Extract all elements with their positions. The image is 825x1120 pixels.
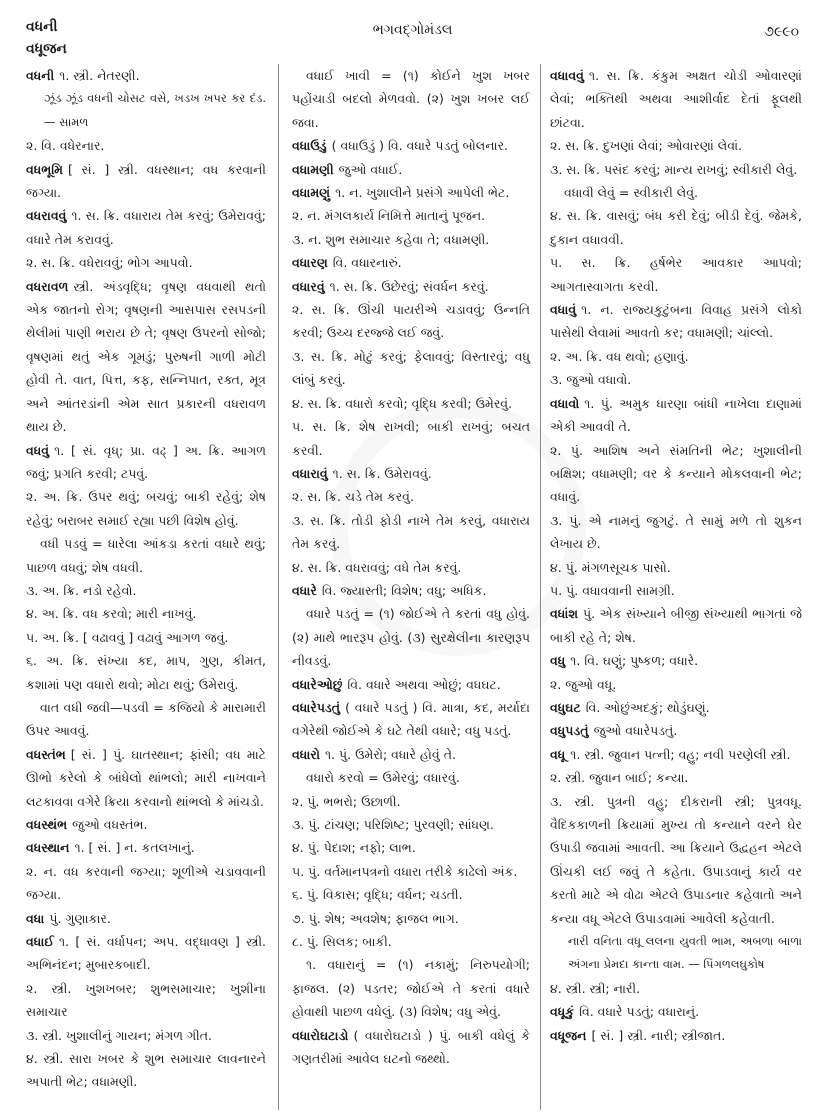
entry-sense: [292, 836, 530, 859]
definition-text: [ સં. ] સ્ત્રી. નારી; સ્ત્રીજાત.: [591, 1027, 726, 1043]
entry-sense: [26, 1047, 266, 1094]
definition-text: ( વધારે પડતું ) વિ. માત્રા, કદ, મર્યાદા વગેરેથી જોઈએ કે ઘટે તેથી વધારે; વધુ પડતું.: [292, 699, 530, 739]
definition-text: ૧. [ સં. ] ન. કતલખાનું.: [74, 840, 195, 856]
definition-text: વધાઈ ખાવી = (૧) કોઈને ખુશ ખબર પહોંચાડી બદલો મેળવવો. (૨) ખુશ ખબર લઈ જવા.: [292, 68, 530, 130]
column-1: [26, 64, 266, 1094]
definition-text: ૮. પું. સિલક; બાકી.: [292, 934, 392, 950]
definition-text: ૨. અ. ક્રિ. વધ થવો; હણાવું.: [550, 348, 689, 364]
guide-word-last: વધૂજન: [26, 41, 67, 57]
definition-text: ૩. સ્ત્રી. પુત્રની વહુ; દીકરાની સ્ત્રી; પુત્રવધૂ. વૈદિકકાળની ક્રિયામાં મુખ્ય તો કન્યાને વરને ઘેર ઉપાડી જવામાં આવતી. આ ક્રિયાને ઉદ્વહન એટલે ઊંચકી લઈ જવું તે કહેતા. ઉપાડવાનું કાર્ય વર કરતો માટે એ વોઢા એટલે ઉપાડનાર કહેવાતો અને કન્યા વધૂ એટલે ઉપાડવામાં આવેલી કહેવાતી.: [550, 793, 802, 926]
dictionary-entry: [26, 439, 266, 486]
definition-text: વધારો કરવો = ઉમેરવું; વધારવું.: [306, 770, 460, 786]
definition-text: ૨. ન. વધ કરવાની જગ્યા; શૂળીએ ચડાવવાની જગ્યા.: [26, 863, 266, 903]
definition-text: ૩. ન. શુભ સમાચાર કહેવા તે; વધામણી.: [292, 231, 490, 247]
dictionary-entry: [292, 673, 530, 696]
headword: વધરાવળ: [26, 278, 69, 294]
headword: વધસ્થાન: [26, 840, 70, 856]
definition-text: ૧. સ્ત્રી. જુવાન પત્ની; વહુ; નવી પરણેલી સ્ત્રી.: [570, 746, 791, 762]
definition-text: ૩. સ. ક્રિ. પસંદ કરવું; માન્ય રાખવું; સ્વીકારી લેવું.: [550, 161, 798, 177]
dictionary-entry: [26, 813, 266, 836]
dictionary-entry: [26, 743, 266, 813]
dictionary-entry: [26, 158, 266, 205]
definition-text: ૨. જુઓ વધૂ.: [550, 676, 617, 692]
definition-text: ૪. અ. ક્રિ. વધ કરવો; મારી નાખવું.: [26, 606, 197, 622]
dictionary-entry: [550, 298, 802, 345]
entry-sense: [26, 251, 266, 274]
definition-text: ૪. સ્ત્રી. સ્ત્રી; નારી.: [550, 980, 640, 996]
dictionary-entry: [550, 392, 802, 439]
definition-text: ૩. સ. ક્રિ. તોડી ફોડી નાખે તેમ કરવું, વધારાય તેમ કરવું.: [292, 512, 530, 552]
entry-sense: [292, 392, 530, 415]
definition-text: ૫. સ. ક્રિ. શેષ રાખવી; બાકી રાખવું; બચત કરવી.: [292, 419, 530, 458]
column-divider: [278, 64, 279, 1110]
definition-text: ૧. સ. ક્રિ. ઉછેરવું; સંવર્ધન કરવું.: [329, 278, 489, 294]
definition-text: ૨. સ. ક્રિ. દુખણાં લેવાં; ઓવારણાં લેવાં.: [550, 138, 743, 154]
definition-text: ૫. પું. વર્તમાનપત્રનો વધારા તરીકે કાઢેલો અંક.: [292, 863, 518, 879]
dictionary-entry: [26, 64, 266, 87]
definition-text: ૨. પું. આશિષ અને સંમતિની ભેટ; ખુશાલીની બક્ષિશ; વધામણી; વર કે કન્યાને મોકલવાની ભેટ; વધાવું.: [550, 442, 802, 505]
definition-text: વિ. વધારે અથવા ઓછું; વધઘટ.: [347, 676, 501, 692]
headword: વધારવું: [292, 278, 325, 294]
definition-text: ૧. ન. ખુશાલીને પ્રસંગે આપેલી ભેટ.: [335, 185, 510, 201]
entry-sense: [292, 345, 530, 392]
headword: વધારોઘટાડો: [292, 1027, 349, 1043]
guide-word-first: વધની: [26, 19, 58, 35]
entry-sense: [550, 790, 802, 930]
entry-sense: [292, 953, 530, 1023]
entry-sense: [292, 766, 530, 789]
definition-text: ( વધારોઘટાડો ) પું. બાકી વધેલું કે ગણતરીમાં આવેલ ઘટનો જથ્થો.: [292, 1027, 530, 1067]
dictionary-entry: [26, 907, 266, 930]
dictionary-entry: [292, 696, 530, 743]
definition-text: ૩. જુઓ વધાવો.: [550, 372, 632, 388]
headword: વધારો: [292, 746, 320, 762]
definition-text: જુઓ વધસ્તંભ.: [72, 817, 148, 832]
entry-sense: [550, 134, 802, 157]
page-number: ૭૯૯૦: [764, 24, 799, 40]
definition-text: પું. ગુણાકાર.: [49, 910, 111, 926]
definition-text: ૪. સ. ક્રિ. વધરાવવું; વધે તેમ કરવું.: [292, 559, 462, 575]
entry-sense: [550, 556, 802, 579]
definition-text: ૪. પું. પેદાશ; નફો; લાભ.: [292, 840, 416, 856]
definition-text: ૧. સ. ક્રિ. ઉમેરાવવું.: [332, 465, 432, 481]
entry-sense: [292, 228, 530, 251]
definition-text: ૨. સ્ત્રી. જુવાન બાઈ; કન્યા.: [550, 770, 689, 786]
dictionary-entry: [26, 275, 266, 439]
headword: વધાવો: [550, 395, 580, 411]
dictionary-entry: [292, 251, 530, 274]
dictionary-entry: [26, 836, 266, 859]
entry-sense: [292, 415, 530, 462]
headword: વધૂજન: [550, 1027, 587, 1043]
headword: વધાંશ: [550, 606, 578, 622]
headword: વધુઘટ: [550, 699, 581, 715]
definition-text: ૧. સ. ક્રિ. વધારાય તેમ કરવું; ઉમેરાવવું; વધારે તેમ કરાવવું.: [26, 208, 266, 247]
headword: વધા: [26, 910, 45, 926]
dictionary-entry: [292, 181, 530, 204]
definition-text: વિ. ઓછુંઅદકું; થોડુંઘણું.: [585, 699, 710, 715]
definition-text: નારી વનિતા વધૂ લલના યુવતી ભામ, અબળા બાળા અંગના પ્રેમદા કાન્તા વામ. — પિંગળલઘુકોષ: [568, 934, 802, 972]
entry-sense: [550, 204, 802, 251]
definition-text: વધારે પડતું = (૧) જોઈએ તે કરતાં વધુ હોવું. (૨) માથે ભારરૂપ હોવું. (૩) સુરક્ષેલીના કારણરૂપ નીવડવું.: [292, 606, 530, 669]
entry-sense: [550, 181, 802, 204]
definition-text: વિ. વધારનારું.: [332, 255, 402, 271]
dictionary-entry: [550, 602, 802, 649]
dictionary-entry: [26, 930, 266, 977]
entry-sense: [292, 930, 530, 953]
definition-text: ૫. પું. વધાવવાની સામગ્રી.: [550, 582, 675, 598]
definition-text: ૨. સ. ક્રિ. ઊંચી પાયરીએ ચડાવવું; ઉન્નતિ કરવી; ઉચ્ચ દરજ્જે લઈ જવું.: [292, 302, 530, 341]
definition-text: ૩. સ્ત્રી. ખુશાલીનું ગાયન; મંગળ ગીત.: [26, 1027, 212, 1043]
headword: વધારે: [292, 582, 317, 598]
entry-sense: [550, 766, 802, 789]
entry-sense: [292, 860, 530, 883]
definition-text: ૨. સ. ક્રિ. વધેરાવવું; ભોગ આપવો.: [26, 255, 193, 271]
definition-text: વધાવી લેવું = સ્વીકારી લેવું.: [564, 185, 699, 201]
entry-sense: [26, 696, 266, 743]
entry-sense: [550, 158, 802, 181]
entry-sense: [292, 790, 530, 813]
headword: વધની: [26, 68, 55, 83]
definition-text: જુઓ વધાઈ.: [338, 161, 403, 177]
entry-sense: [550, 345, 802, 368]
definition-text: ૩. પું. એ નામનું જુગટું. તે સામું મળે તો શુકન લેખાય છે.: [550, 512, 802, 552]
entry-sense: [292, 602, 530, 672]
entry-sense: [292, 907, 530, 930]
dictionary-entry: [292, 275, 530, 298]
entry-sense: [292, 204, 530, 227]
entry-sense: [26, 1024, 266, 1047]
definition-text: ૪. સ. ક્રિ. વાસવું; બંધ કરી દેવું; બીડી દેવું. જેમકે, દુકાન વધાવવી.: [550, 208, 802, 247]
definition-text: ૧. પું. ઉમેરો; વધારે હોવું તે.: [324, 746, 456, 762]
dictionary-entry: [292, 462, 530, 485]
entry-sense: [26, 602, 266, 625]
definition-text: ૫. સ. ક્રિ. હર્ષભેર આવકાર આપવો; આગતાસ્વાગતા કરવી.: [550, 255, 802, 294]
definition-text: ૫. અ. ક્રિ. [ વઢાવવું ] વઢાવું આગળ જવું.: [26, 629, 229, 645]
definition-text: વાત વધી જવી—પડવી = કજિયો કે મારામારી ઉપર આવવું.: [26, 699, 266, 739]
entry-sense: [292, 813, 530, 836]
definition-text: ૧. [ સં. વર્ધાપન; અપ. વદ્ધાવણ ] સ્ત્રી. અભિનંદન; મુબારકબાદી.: [26, 934, 266, 973]
headword: વધાઈ: [26, 934, 55, 950]
entry-sense: [292, 509, 530, 556]
entry-sense: [26, 532, 266, 579]
definition-text: ૧. પું. અમુક ધારણા બાંધી નાખેલા દાણામાં એકી આવવી તે.: [550, 395, 802, 435]
definition-text: ૩. અ. ક્રિ. નડો રહેવો.: [26, 582, 137, 598]
definition-text: ( વધાઉડું ) વિ. વધારે પડતું બોલનાર.: [331, 138, 509, 154]
entry-sense: [292, 64, 530, 134]
dictionary-entry: [550, 743, 802, 766]
entry-sense: [26, 649, 266, 696]
headword: વધરાવવું: [26, 208, 67, 224]
entry-sense: [550, 977, 802, 1000]
definition-text: ૨. સ. ક્રિ. ચડે તેમ કરવું.: [292, 489, 414, 505]
dictionary-entry: [26, 204, 266, 251]
headword: વધુપડતું: [550, 723, 589, 739]
definition-text: ૨. અ. ક્રિ. ઉપર થવું; બચવું; બાકી રહેવું; શેષ રહેવું; બરાબર સમાઈ રહ્યા પછી વિશેષ હોવું.: [26, 489, 266, 528]
headword: વધભૂમિ: [26, 161, 63, 177]
headword: વધુ: [550, 653, 566, 669]
definition-text: ૩. સ. ક્રિ. મોટું કરવું; ફેલાવવું; વિસ્તારવું; વધુ લાંબું કરવું.: [292, 348, 530, 388]
definition-text: ૬. પું. વિકાસ; વૃદ્ધિ; વર્ધન; ચડતી.: [292, 887, 463, 903]
entry-sense: [550, 368, 802, 391]
dictionary-entry: [550, 719, 802, 742]
entry-sense: [292, 298, 530, 345]
dictionary-entry: [292, 1024, 530, 1071]
dictionary-entry: [550, 696, 802, 719]
headword: વધાવું: [550, 302, 577, 318]
entry-sense: [26, 860, 266, 907]
entry-sense: [292, 883, 530, 906]
column-3: [550, 64, 802, 1047]
dictionary-entry: [292, 134, 530, 157]
entry-sense: [292, 485, 530, 508]
entry-sense: [26, 87, 266, 134]
definition-text: ૭. પું. શેષ; અવશેષ; ફાજલ ભાગ.: [292, 910, 459, 926]
definition-text: ૩. પું. ટાંચણ; પરિશિષ્ટ; પુરવણી; સાંધણ.: [292, 817, 494, 832]
entry-sense: [26, 134, 266, 157]
headword: વધાઉડું: [292, 138, 327, 154]
dictionary-entry: [292, 743, 530, 766]
definition-text: ૧. સ્ત્રી. નેતરણી.: [59, 68, 140, 83]
headword: વધારણ: [292, 255, 328, 271]
entry-sense: [550, 439, 802, 509]
headword: વધવું: [26, 442, 50, 458]
headword: વધાવવું: [550, 68, 584, 83]
dictionary-entry: [292, 158, 530, 181]
definition-text: ૧. વિ. ઘણું; પુષ્કળ; વધારે.: [570, 653, 699, 669]
definition-text: વિ. વધારે પડતું; વધારાનું.: [579, 1004, 700, 1020]
definition-text: ૧. સ. ક્રિ. કંકુમ અક્ષત ચોડી ઓવારણાં લેવાં; ભક્તિથી અથવા આશીર્વાદ દેતાં ફૂલથી છાંટવા.: [550, 68, 802, 130]
entry-sense: [26, 485, 266, 532]
headword: વધામણું: [292, 185, 331, 201]
entry-sense: [550, 673, 802, 696]
dictionary-entry: [550, 1024, 802, 1047]
headword: વધૂ: [550, 746, 566, 762]
definition-text: ૨. ન. મંગલકાર્ય નિમિત્તે માતાનું પૂજન.: [292, 208, 486, 224]
dictionary-entry: [292, 579, 530, 602]
headword: વધસ્તંભ: [26, 746, 66, 762]
entry-sense: [550, 579, 802, 602]
entry-sense: [26, 977, 266, 1024]
definition-text: ૪. સ્ત્રી. સારા ખબર કે શુભ સમાચાર લાવનારને અપાતી ભેટ; વધામણી.: [26, 1051, 266, 1090]
entry-sense: [26, 579, 266, 602]
definition-text: [ સં. ] પું. ઘાતસ્થાન; ફાંસી; વધ માટે ઊભો કરેલો કે બાંધેલો થાંભલો; મારી નાખવાને લટકાવવા વગેરે ક્રિયા કરવાનો થાંભલો કે માંચડો.: [26, 746, 266, 809]
entry-sense: [292, 556, 530, 579]
dictionary-entry: [550, 64, 802, 134]
entry-sense: [550, 509, 802, 556]
column-divider: [540, 64, 541, 1110]
definition-text: ૨. વિ. વધેરનાર.: [26, 138, 105, 154]
entry-sense: [550, 251, 802, 298]
dictionary-entry: [550, 649, 802, 672]
headword: વધામણી: [292, 161, 334, 177]
definition-text: ૧. [ સં. વૃધ્; પ્રા. વઢ્ ] અ. ક્રિ. આગળ જવું; પ્રગતિ કરવી; ટપવું.: [26, 442, 266, 481]
entry-sense: [550, 930, 802, 977]
headword: વધૂકું: [550, 1004, 575, 1020]
definition-text: વધી પડવું = ધારેલા આંકડા કરતાં વધારે થવું; પાછળ વધવું; શેષ વધવી.: [26, 536, 266, 575]
headword: વધારેપડતું: [292, 699, 341, 715]
definition-text: ૨. સ્ત્રી. ખુશખબર; શુભસમાચાર; ખુશીના સમાચાર: [26, 980, 266, 1020]
definition-text: વિ. જ્યાસ્તી; વિશેષ; વધુ; અધિક.: [321, 582, 487, 598]
entry-sense: [26, 626, 266, 649]
definition-text: સ્ત્રી. અંડવૃદ્ધિ; વૃષણ વધવાથી થતો એક જાતનો રોગ; વૃષણની આસપાસ રસપડની થેલીમાં પાણી ભરાય છે તે; વૃષણ ઉપરનો સોજો; વૃષણમાં થતું એક ગૂમડું; પુરુષની ગાળી મોટી હોવી તે. વાત, પિત્ત, કફ, સન્નિપાત, રક્ત, મૂત્ર અને આંતરડાંની એમ સાત પ્રકારની વધરાવળ થાય છે.: [26, 278, 266, 435]
definition-text: ઝૂંડ ઝૂંડ વધની ચોસટ વસે, ખડખ ખપર કર દંડ. — સામળ: [44, 91, 266, 129]
definition-text: ૨. પું. ભભરો; ઉછાળી.: [292, 793, 401, 809]
headword: વધારેઓછું: [292, 676, 343, 692]
definition-text: જુઓ વધારેપડતું.: [593, 723, 678, 739]
headword: વધારાવું: [292, 465, 328, 481]
definition-text: [ સં. ] સ્ત્રી. વધસ્થાન; વધ કરવાની જગ્યા.: [26, 161, 266, 201]
definition-text: ૪. પું. મંગળસૂચક પાસો.: [550, 559, 671, 575]
definition-text: ૪. સ. ક્રિ. વધારો કરવો; વૃદ્ધિ કરવી; ઉમેરવું.: [292, 395, 513, 411]
definition-text: ૧. ન. રાજ્યકુટુંબના વિવાહ પ્રસંગે લોકો પાસેથી લેવામાં આવતો કર; વધામણી; ચાંલ્લો.: [550, 302, 802, 341]
book-title: ભગવદ્ગોમંડલ: [372, 22, 453, 38]
definition-text: ૬. અ. ક્રિ. સંખ્યા કદ, માપ, ગુણ, કીમત, કશામાં પણ વધારો થવો; મોટા થવું; ઉમેરાવું.: [26, 653, 266, 692]
dictionary-entry: [550, 1000, 802, 1023]
definition-text: ૧. વધારાનું = (૧) નકામું; નિરુપયોગી; ફાજલ. (૨) પડતર; જોઈએ તે કરતાં વધારે હોવાથી પાછળ વધેલું. (૩) વિશેષ; વધુ એવું.: [292, 957, 530, 1020]
column-2: [292, 64, 530, 1070]
definition-text: પું. એક સંખ્યાને બીજી સંખ્યાથી ભાગતાં જે બાકી રહે તે; શેષ.: [550, 606, 802, 645]
headword: વધસ્થંભ: [26, 817, 68, 832]
